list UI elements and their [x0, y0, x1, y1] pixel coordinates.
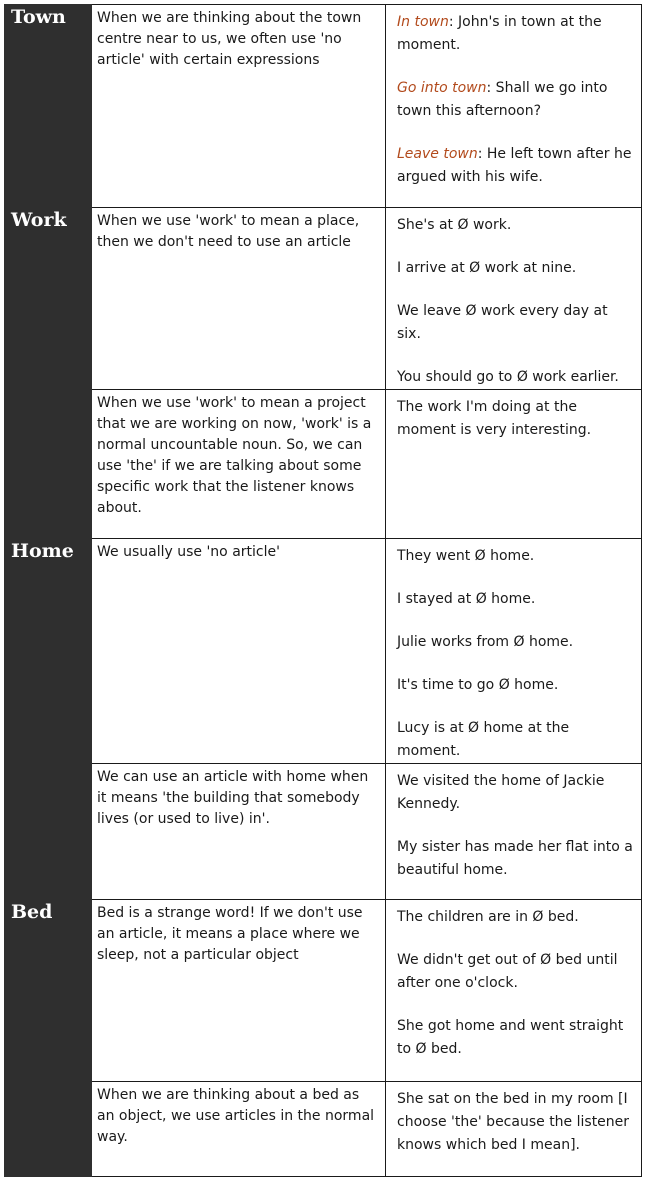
table-row: [5, 764, 642, 900]
example-sentence: My sister has made her flat into a beautiful home.: [397, 839, 633, 878]
example-text: : John's in town at the moment.: [397, 14, 602, 53]
example-text: : He left town after he argued with his wife.: [397, 146, 632, 185]
example-sentence: She's at Ø work.: [397, 217, 512, 233]
examples-cell: [386, 390, 642, 539]
grammar-page: [4, 4, 642, 1155]
examples-cell: [386, 539, 642, 764]
explanation-cell: When we are thinking about a bed as an object, we use articles in the normal way.: [92, 1082, 386, 1177]
table-row: [5, 5, 642, 208]
term-cell-town: Town: [5, 5, 92, 208]
example-sentence: We visited the home of Jackie Kennedy.: [397, 773, 605, 812]
example-sentence: She got home and went straight to Ø bed.: [397, 1018, 624, 1057]
highlighted-phrase: Leave town: [397, 146, 478, 162]
example-sentence: We leave Ø work every day at six.: [397, 303, 608, 342]
table-row: [5, 1082, 642, 1177]
example-sentence: [397, 77, 633, 123]
explanation-cell: We usually use 'no article': [92, 539, 386, 764]
examples-cell: [386, 1082, 642, 1177]
table-row: [5, 208, 642, 390]
grammar-table: [4, 4, 642, 1177]
explanation-cell: We can use an article with home when it means 'the building that somebody lives (or used to live) in'.: [92, 764, 386, 900]
table-row: [5, 900, 642, 1082]
example-sentence: They went Ø home.: [397, 548, 535, 564]
example-sentence: It's time to go Ø home.: [397, 677, 559, 693]
explanation-cell: When we use 'work' to mean a place, then we don't need to use an article: [92, 208, 386, 390]
term-cell-bed: Bed: [5, 900, 92, 1177]
example-sentence: I stayed at Ø home.: [397, 591, 536, 607]
example-sentence: Lucy is at Ø home at the moment.: [397, 720, 570, 759]
example-sentence: [397, 11, 633, 57]
example-sentence: The children are in Ø bed.: [397, 909, 579, 925]
examples-cell: [386, 764, 642, 900]
example-sentence: She sat on the bed in my room [I choose 'the' because the listener knows which bed I mean].: [397, 1091, 630, 1153]
examples-cell: [386, 208, 642, 390]
highlighted-phrase: Go into town: [397, 80, 487, 96]
example-sentence: Julie works from Ø home.: [397, 634, 574, 650]
example-text: : Shall we go into town this afternoon?: [397, 80, 608, 119]
examples-cell: [386, 5, 642, 208]
explanation-cell: When we are thinking about the town centre near to us, we often use 'no article' with certain expressions: [92, 5, 386, 208]
term-cell-home: Home: [5, 539, 92, 900]
term-cell-work: Work: [5, 208, 92, 539]
highlighted-phrase: In town: [397, 14, 449, 30]
example-sentence: We didn't get out of Ø bed until after one o'clock.: [397, 952, 618, 991]
example-sentence: The work I'm doing at the moment is very interesting.: [397, 399, 592, 438]
example-sentence: I arrive at Ø work at nine.: [397, 260, 577, 276]
explanation-cell: Bed is a strange word! If we don't use an article, it means a place where we sleep, not a particular object: [92, 900, 386, 1082]
table-row: [5, 539, 642, 764]
example-sentence: [397, 143, 633, 189]
examples-cell: [386, 900, 642, 1082]
example-sentence: You should go to Ø work earlier.: [397, 369, 619, 385]
explanation-cell: When we use 'work' to mean a project that we are working on now, 'work' is a normal uncountable noun. So, we can use 'the' if we are talking about some specific work that the listener knows about.: [92, 390, 386, 539]
table-row: [5, 390, 642, 539]
